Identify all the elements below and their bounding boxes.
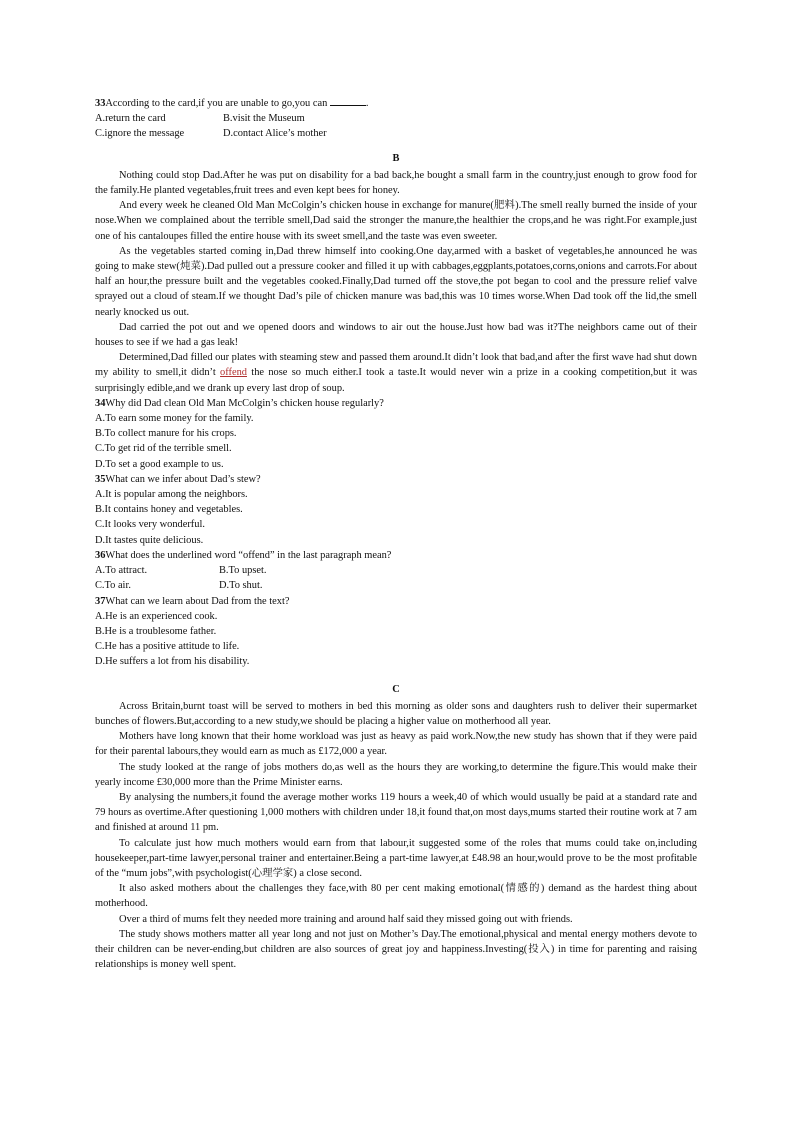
paragraph: To calculate just how much mothers would earn from that labour,it suggested some of the roles that mums could take on,including housekeeper,part-time lawyer,personal trainer and entertainer.Being a part-time lawyer,at £48.98 an hour,would prove to be the most profitable of the “mum jobs”,with psychologist(心理学家) a close second. [95, 837, 697, 879]
paragraph: Over a third of mums felt they needed more training and around half said they missed going out with friends. [119, 913, 573, 925]
section-heading-c: C [392, 683, 400, 695]
option-c: C.He has a positive attitude to life. [95, 641, 240, 653]
question-number: 33 [95, 98, 106, 109]
options-row [95, 111, 697, 126]
paragraph: It also asked mothers about the challenges they face,with 80 per cent making emotional(情感的) demand as the hardest thing about motherhood. [95, 883, 697, 910]
paragraph: Determined,Dad filled our plates with steaming stew and passed them around.It didn’t look that bad,and after the first wave had shut down my ability to smell,it didn’t offend the nose so much either.I took a taste.It would never win a prize in a cooking competition,but it was surprisingly edible,and we drank up every last drop of soup. [95, 352, 697, 394]
paragraph: As the vegetables started coming in,Dad threw himself into cooking.One day,armed with a basket of vegetables,he announced he was going to make stew(炖菜).Dad pulled out a pressure cooker and filled it up with cabbages,eggplants,potatoes,corns,onions and carrots.For about half an hour,the pressure built and the vegetables cooked.Finally,Dad turned off the stove,the pot began to cool and the pressure relief valve sprayed out a cloud of steam.If we thought Dad’s pile of chicken manure was bad,this was 10 times worse.When Dad took off the lid,the smell nearly knocked us out. [95, 245, 697, 318]
question-text: What can we infer about Dad’s stew? [105, 473, 261, 485]
question-number: 37 [95, 595, 106, 607]
option-b: B.To collect manure for his crops. [95, 428, 237, 440]
question-37 [95, 594, 697, 609]
question-number: 35 [95, 473, 106, 485]
options-row [95, 126, 697, 141]
answer-blank [330, 96, 366, 106]
question-text: What does the underlined word “offend” in the last paragraph mean? [105, 549, 392, 561]
option-b: B.visit the Museum [223, 113, 305, 125]
question-number: 36 [95, 549, 106, 561]
question-number: 34 [95, 397, 106, 409]
option-d: D.To set a good example to us. [95, 458, 224, 470]
option-c: C.ignore the message [95, 128, 185, 140]
option-a: A.He is an experienced cook. [95, 610, 218, 622]
option-b: B.It contains honey and vegetables. [95, 504, 243, 516]
paragraph: Nothing could stop Dad.After he was put on disability for a bad back,he bought a small farm in the country,just enough to grow food for the family.He planted vegetables,fruit trees and even kept bees for honey. [95, 169, 697, 197]
document-page [95, 96, 697, 972]
option-a: A.To earn some money for the family. [95, 413, 254, 425]
underlined-word: offend [220, 367, 247, 379]
option-a: A.return the card [95, 113, 166, 125]
option-d: D.To shut. [219, 580, 263, 592]
question-text: Why did Dad clean Old Man McColgin’s chicken house regularly? [105, 397, 384, 409]
option-d: D.contact Alice’s mother [223, 128, 327, 140]
option-c: C.To air. [95, 580, 131, 592]
option-c: C.It looks very wonderful. [95, 519, 205, 531]
question-35 [95, 472, 697, 487]
paragraph: And every week he cleaned Old Man McColgin’s chicken house in exchange for manure(肥料).The smell really burned the inside of your nose.When we complained about the terrible smell,Dad said the stronger the manure,the healthier the crops,and he was right.For example,just one of his cantaloupes filled the entire house with its sweet smell,and the taste was even sweeter. [95, 200, 697, 242]
question-36 [95, 548, 697, 563]
question-34 [95, 396, 697, 411]
question-33: 33According to the card,if you are unable to go,you can . [95, 98, 369, 109]
paragraph: The study shows mothers matter all year long and not just on Mother’s Day.The emotional,physical and mental energy mothers devote to their children can be never-ending,but children are also sources of great joy and happiness.Investing(投入) in time for parenting and raising relationships is money well spent. [95, 928, 697, 971]
question-text: What can we learn about Dad from the text? [105, 595, 290, 607]
paragraph: Mothers have long known that their home workload was just as heavy as paid work.Now,the new study has shown that if they were paid for their parental labours,they would earn as much as £172,000 a year. [95, 731, 697, 758]
paragraph: Dad carried the pot out and we opened doors and windows to air out the house.Just how bad was it?The neighbors came out of their houses to see if we had a gas leak! [95, 321, 697, 349]
option-b: B.He is a troublesome father. [95, 625, 217, 637]
option-d: D.He suffers a lot from his disability. [95, 656, 250, 668]
option-b: B.To upset. [219, 565, 267, 577]
question-text: According to the card,if you are unable to go,you can [105, 98, 328, 109]
options-row [95, 563, 697, 578]
paragraph: Across Britain,burnt toast will be served to mothers in bed this morning as older sons and daughters rush to deliver their supermarket bunches of flowers.But,according to a new study,we should be placing a higher value on motherhood all year. [95, 700, 697, 727]
option-c: C.To get rid of the terrible smell. [95, 443, 232, 455]
section-heading-b: B [392, 152, 400, 164]
option-a: A.To attract. [95, 565, 148, 577]
option-d: D.It tastes quite delicious. [95, 534, 204, 546]
options-row [95, 578, 697, 593]
paragraph: The study looked at the range of jobs mothers do,as well as the hours they are working,to determine the figure.This would make their yearly income £30,000 more than the Prime Minister earns. [95, 761, 697, 788]
option-a: A.It is popular among the neighbors. [95, 489, 248, 501]
paragraph: By analysing the numbers,it found the average mother works 119 hours a week,40 of which would usually be paid at a standard rate and 79 hours as overtime.After questioning 1,000 mothers with children under 18,it found that,on most days,mums started their routine work at 7 am and finished at around 11 pm. [95, 791, 697, 834]
